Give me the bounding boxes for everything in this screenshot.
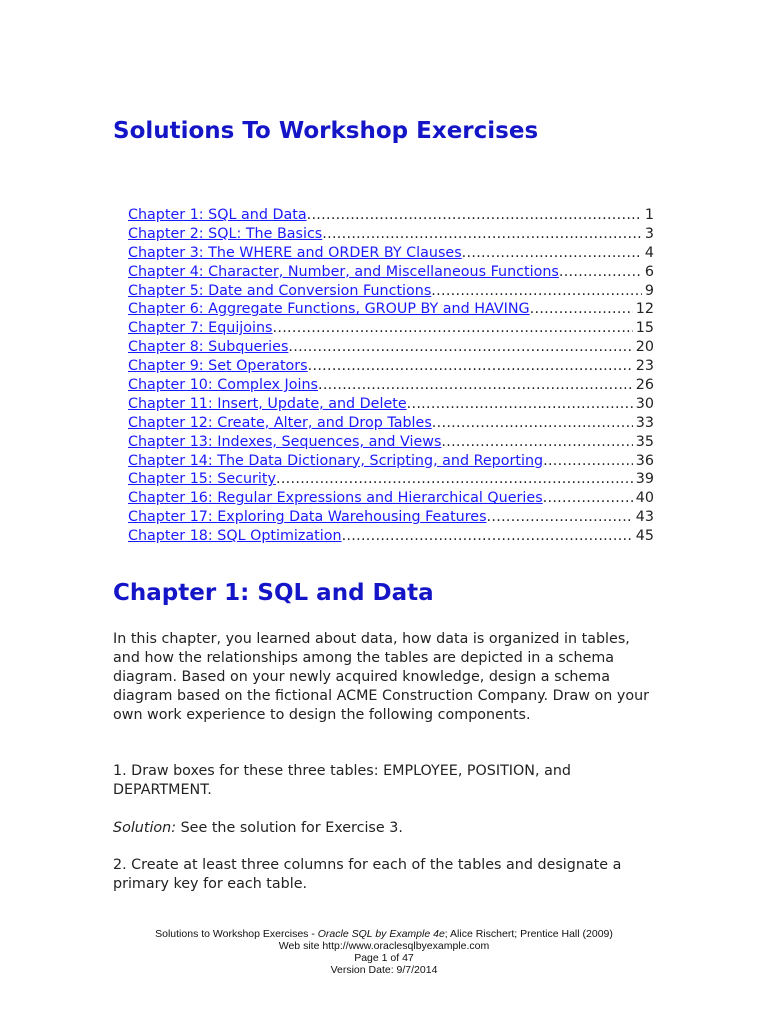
toc-page-number: 36 (635, 452, 654, 469)
toc-page-number: 9 (644, 282, 654, 299)
toc-page-number: 40 (635, 490, 654, 507)
toc-page-number: 33 (635, 414, 654, 431)
toc-entry (128, 357, 654, 376)
toc-entry (128, 338, 654, 357)
footer-prefix: Solutions to Workshop Exercises - (155, 928, 318, 940)
toc-page-number: 3 (644, 225, 654, 242)
footer-version-date: Version Date: 9/7/2014 (330, 964, 438, 976)
toc-dot-leader (307, 206, 642, 225)
toc-page-number: 26 (635, 377, 654, 394)
toc-page-number: 43 (635, 509, 654, 526)
chapter-1-intro (113, 630, 653, 725)
toc-entry (128, 225, 654, 244)
exercise-2 (113, 856, 653, 894)
toc-page-number: 12 (635, 301, 654, 318)
toc-page-number: 6 (644, 263, 654, 280)
footer-citation (0, 928, 768, 940)
toc-link-chapter-17[interactable]: Chapter 17: Exploring Data Warehousing Features (128, 509, 487, 526)
toc-entry (128, 527, 654, 546)
toc-page-number: 15 (635, 320, 654, 337)
toc-link-chapter-9[interactable]: Chapter 9: Set Operators (128, 358, 308, 375)
toc-page-number: 45 (635, 528, 654, 545)
toc-dot-leader (431, 282, 642, 301)
footer-suffix: ; Alice Rischert; Prentice Hall (2009) (444, 928, 613, 940)
exercise-1 (113, 762, 653, 800)
toc-link-chapter-18[interactable]: Chapter 18: SQL Optimization (128, 528, 342, 545)
toc-dot-leader (322, 225, 642, 244)
toc-page-number: 23 (635, 358, 654, 375)
toc-entry (128, 489, 654, 508)
toc-dot-leader (288, 338, 632, 357)
toc-link-chapter-15[interactable]: Chapter 15: Security (128, 471, 276, 488)
toc-dot-leader (308, 357, 633, 376)
solution-label: Solution: (113, 820, 177, 836)
toc-link-chapter-13[interactable]: Chapter 13: Indexes, Sequences, and Views (128, 433, 442, 450)
toc-dot-leader (543, 452, 633, 471)
toc-entry (128, 376, 654, 395)
toc-link-chapter-10[interactable]: Chapter 10: Complex Joins (128, 377, 318, 394)
toc-link-chapter-2[interactable]: Chapter 2: SQL: The Basics (128, 225, 323, 242)
exercise-1-solution (113, 819, 653, 838)
page-title: Solutions To Workshop Exercises (113, 118, 539, 144)
toc-dot-leader (342, 527, 633, 546)
toc-page-number: 30 (635, 395, 654, 412)
toc-dot-leader (487, 508, 633, 527)
toc-dot-leader (273, 319, 633, 338)
toc-entry (128, 300, 654, 319)
footer-page-number: Page 1 of 47 (354, 952, 414, 964)
footer-book-title: Oracle SQL by Example 4e (317, 928, 445, 940)
toc-page-number: 1 (644, 207, 654, 223)
toc-link-chapter-14[interactable]: Chapter 14: The Data Dictionary, Scripting, and Reporting (128, 452, 544, 469)
toc-dot-leader (441, 433, 632, 452)
toc-entry (128, 282, 654, 301)
toc-link-chapter-6[interactable]: Chapter 6: Aggregate Functions, GROUP BY and HAVING (128, 301, 530, 318)
toc-entry (128, 433, 654, 452)
toc-dot-leader (276, 470, 633, 489)
toc-page-number: 35 (635, 433, 654, 450)
toc-link-chapter-12[interactable]: Chapter 12: Create, Alter, and Drop Tables (128, 414, 432, 431)
toc-dot-leader (462, 244, 642, 263)
chapter-1-heading: Chapter 1: SQL and Data (113, 580, 434, 606)
exercise-1-text: 1. Draw boxes for these three tables: EMPLOYEE, POSITION, and DEPARTMENT. (113, 763, 571, 798)
toc-dot-leader (530, 300, 633, 319)
toc-link-chapter-1[interactable]: Chapter 1: SQL and Data (128, 207, 307, 223)
toc-entry (128, 244, 654, 263)
toc-entry (128, 414, 654, 433)
toc-link-chapter-5[interactable]: Chapter 5: Date and Conversion Functions (128, 282, 432, 299)
solution-text: See the solution for Exercise 3. (180, 820, 403, 836)
solution-paragraph (113, 819, 653, 838)
toc-link-chapter-7[interactable]: Chapter 7: Equijoins (128, 320, 273, 337)
table-of-contents (128, 206, 654, 546)
toc-page-number: 20 (635, 339, 654, 356)
toc-entry (128, 319, 654, 338)
toc-link-chapter-3[interactable]: Chapter 3: The WHERE and ORDER BY Clauses (128, 244, 462, 261)
toc-link-chapter-11[interactable]: Chapter 11: Insert, Update, and Delete (128, 395, 407, 412)
toc-entry (128, 470, 654, 489)
intro-paragraph: In this chapter, you learned about data, how data is organized in tables, and how the relationships among the tables are depicted in a schema diagram. Based on your newly acquired knowledge, design a schema diagram based on the fictional ACME Construction Company. Draw on your own work experience to design the following components. (113, 631, 650, 723)
toc-link-chapter-16[interactable]: Chapter 16: Regular Expressions and Hierarchical Queries (128, 490, 543, 507)
toc-dot-leader (407, 395, 633, 414)
toc-page-number: 4 (644, 244, 654, 261)
footer-website: Web site http://www.oraclesqlbyexample.com (278, 940, 490, 952)
toc-link-chapter-8[interactable]: Chapter 8: Subqueries (128, 339, 289, 356)
page-footer (0, 928, 768, 976)
toc-link-chapter-4[interactable]: Chapter 4: Character, Number, and Miscellaneous Functions (128, 263, 559, 280)
toc-dot-leader (543, 489, 633, 508)
toc-dot-leader (318, 376, 633, 395)
toc-entry (128, 206, 654, 225)
toc-entry (128, 452, 654, 471)
toc-dot-leader (432, 414, 633, 433)
toc-dot-leader (559, 263, 642, 282)
exercise-2-text: 2. Create at least three columns for each of the tables and designate a primary key for each table. (113, 857, 622, 892)
toc-entry (128, 263, 654, 282)
toc-page-number: 39 (635, 471, 654, 488)
toc-entry (128, 508, 654, 527)
toc-entry (128, 395, 654, 414)
